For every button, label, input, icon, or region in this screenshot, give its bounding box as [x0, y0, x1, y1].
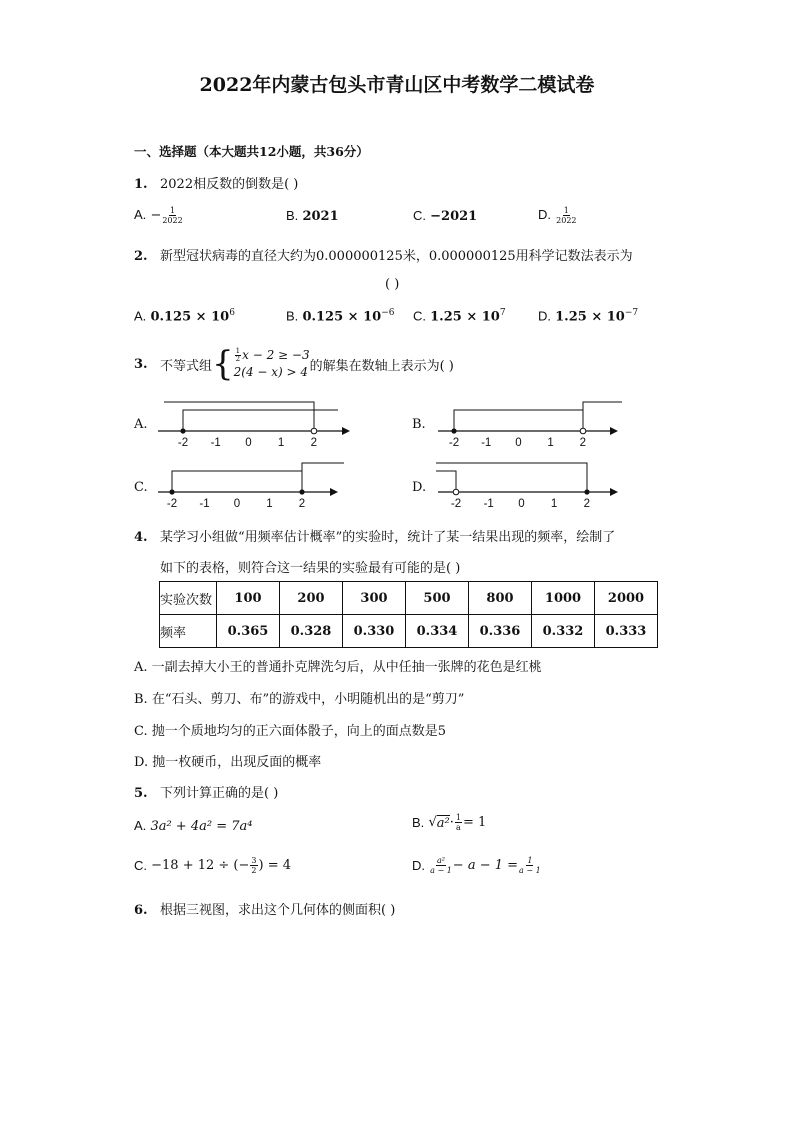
q4-option-d[interactable]: D. 抛一枚硬币，出现反面的概率 [134, 755, 322, 770]
numerator: 3 [251, 856, 257, 865]
question-4-line-2: 如下的表格，则符合这一结果的实验最有可能的是( ) [160, 561, 461, 576]
question-prefix: 不等式组 [160, 358, 213, 374]
solution-ray [302, 463, 344, 492]
fraction [430, 856, 452, 875]
inequality-1 [234, 347, 310, 364]
denominator: 2 [251, 866, 257, 875]
hollow-point [580, 428, 586, 434]
tick-label: 2 [298, 498, 306, 510]
question-text: 2022相反数的倒数是( ) [160, 177, 299, 192]
denominator: 2 [235, 355, 241, 363]
numerator: 1 [169, 206, 176, 215]
arrow-icon [330, 488, 338, 496]
q2-option-d[interactable] [538, 308, 638, 324]
solid-point [180, 428, 185, 433]
table-row [160, 582, 658, 615]
table-row [160, 615, 658, 648]
tick-label: -2 [177, 437, 189, 449]
section-heading: 一、选择题（本大题共12小题，共36分） [134, 144, 369, 159]
question-number: 6. [134, 903, 148, 918]
arrow-icon [342, 427, 350, 435]
option-label: C. [413, 308, 426, 324]
option-value: 0.125 × 10 [150, 309, 230, 325]
option-value: 2021 [302, 209, 339, 224]
option-label: C. [413, 208, 426, 223]
hollow-point [453, 489, 459, 495]
exponent: 7 [499, 308, 506, 318]
q2-option-a[interactable] [134, 308, 235, 324]
page-title: 2022年内蒙古包头市青山区中考数学二模试卷 [199, 74, 595, 96]
answer-paren: ( ) [385, 277, 400, 292]
table-cell: 1000 [532, 582, 595, 615]
exponent: −6 [381, 308, 395, 318]
question-1 [134, 173, 298, 192]
option-label: B. [286, 308, 299, 324]
q3-option-c-label[interactable]: C. [134, 480, 148, 495]
q5-option-d[interactable] [412, 856, 542, 875]
question-2 [134, 245, 633, 264]
tick-label: -2 [166, 498, 178, 510]
tick-label: -2 [450, 498, 462, 510]
q4-option-c[interactable]: C. 抛一个质地均匀的正六面体骰子，向上的面点数是5 [134, 724, 447, 739]
denominator: 2022 [556, 216, 577, 225]
q5-option-b[interactable] [412, 813, 486, 832]
solution-ray-upper [164, 402, 314, 431]
solid-point [299, 489, 304, 494]
question-3 [134, 344, 454, 384]
q4-option-b[interactable]: B. 在“石头、剪刀、布”的游戏中，小明随机出的是“剪刀” [134, 692, 465, 707]
table-cell: 500 [406, 582, 469, 615]
q1-option-c[interactable] [413, 208, 477, 224]
question-number: 3. [134, 356, 148, 372]
table-cell: 0.334 [406, 615, 469, 648]
dot-operator: · [449, 815, 454, 830]
fraction [250, 856, 257, 875]
numerator: 1 [455, 813, 461, 822]
numerator: 1 [235, 347, 241, 355]
number-line-b[interactable] [430, 395, 630, 455]
tick-label: 0 [233, 498, 241, 510]
radicand: a² [436, 815, 450, 831]
option-label: C. [134, 858, 147, 873]
solid-point [169, 489, 174, 494]
tick-label: 2 [583, 498, 590, 510]
table-cell: 2000 [595, 582, 658, 615]
option-label: A. [134, 818, 147, 833]
option-value: 1.25 × 10 [430, 309, 500, 325]
q5-option-c[interactable] [134, 856, 291, 875]
tick-label: -1 [210, 437, 221, 449]
option-label: B. [286, 208, 299, 223]
q3-option-b-label[interactable]: B. [412, 417, 426, 432]
solution-ray-left [436, 471, 456, 492]
q1-option-a[interactable] [134, 206, 184, 225]
solution-ray [583, 402, 622, 431]
solid-point [584, 489, 589, 494]
numerator: 1 [527, 856, 533, 865]
q3-option-a-label[interactable]: A. [134, 417, 148, 432]
tick-label: -1 [481, 437, 492, 449]
denominator: a − 1 [430, 866, 452, 875]
tick-label: 1 [547, 437, 554, 449]
arrow-icon [610, 427, 618, 435]
tick-label: -1 [199, 498, 210, 510]
option-label: B. [412, 815, 425, 830]
numerator: a² [436, 856, 445, 865]
table-cell: 0.333 [595, 615, 658, 648]
option-label: D. [412, 858, 425, 873]
solution-segment [454, 410, 583, 431]
option-label: A. [134, 308, 147, 324]
fraction [162, 206, 182, 225]
table-cell: 800 [469, 582, 532, 615]
frequency-table [159, 581, 658, 648]
tick-label: 0 [515, 437, 522, 449]
q3-option-d-label[interactable]: D. [412, 480, 427, 495]
question-text: 根据三视图，求出这个几何体的侧面积( ) [160, 903, 396, 918]
option-value: 0.125 × 10 [302, 309, 382, 325]
question-number: 1. [134, 177, 148, 192]
table-cell: 200 [280, 582, 343, 615]
q2-option-c[interactable] [413, 308, 506, 324]
expression-part: −18 + 12 ÷ (− [151, 858, 250, 873]
hollow-point [311, 428, 317, 434]
exponent: 6 [229, 308, 235, 318]
table-cell: 100 [217, 582, 280, 615]
option-value: −2021 [430, 209, 478, 224]
table-cell: 0.365 [217, 615, 280, 648]
tick-label: 0 [518, 498, 525, 510]
expression-part: − a − 1 = [452, 858, 519, 873]
question-number: 4. [134, 530, 148, 545]
solution-segment [172, 471, 302, 492]
question-text: 某学习小组做“用频率估计概率”的实验时，统计了某一结果出现的频率，绘制了 [160, 530, 616, 545]
tick-label: 1 [550, 498, 558, 510]
table-cell: 300 [343, 582, 406, 615]
option-value: = 1 [462, 815, 487, 830]
question-5 [134, 782, 278, 801]
question-text: 新型冠状病毒的直径大约为0.000000125米，0.000000125用科学记数法表示为 [160, 249, 633, 264]
question-number: 5. [134, 786, 148, 801]
option-label: D. [538, 207, 551, 222]
numerator: 1 [563, 206, 569, 215]
q2-option-b[interactable] [286, 308, 394, 324]
question-6 [134, 899, 395, 918]
tick-label: 1 [266, 498, 273, 510]
question-suffix: 的解集在数轴上表示为( ) [309, 358, 454, 374]
sqrt-icon: √ [428, 815, 437, 830]
tick-label: 2 [579, 437, 586, 449]
question-text: 下列计算正确的是( ) [160, 786, 279, 801]
q1-option-d[interactable] [538, 206, 578, 225]
solution-ray-upper [436, 463, 587, 492]
q5-option-a[interactable] [134, 818, 252, 834]
minus-sign: − [150, 208, 162, 223]
q4-option-a[interactable]: A. 一副去掉大小王的普通扑克牌洗匀后，从中任抽一张牌的花色是红桃 [134, 660, 542, 675]
table-cell: 0.332 [532, 615, 595, 648]
tick-label: -1 [483, 498, 494, 510]
table-cell: 0.336 [469, 615, 532, 648]
solid-point [451, 428, 456, 433]
inequality-2: 2(4 − x) > 4 [233, 365, 309, 379]
option-value: 1.25 × 10 [555, 309, 625, 325]
tick-label: 0 [245, 437, 252, 449]
exponent: −7 [624, 308, 639, 318]
fraction [556, 206, 576, 225]
inequality-text: x − 2 ≥ −3 [242, 348, 310, 362]
question-number: 2. [134, 249, 148, 264]
tick-label: 1 [277, 437, 285, 449]
fraction [455, 813, 462, 832]
arrow-icon [610, 488, 618, 496]
table-cell: 0.328 [280, 615, 343, 648]
tick-label: 2 [310, 437, 317, 449]
option-label: D. [538, 308, 551, 324]
question-4 [134, 526, 615, 545]
inequality-system [234, 347, 310, 381]
row-header: 频率 [160, 615, 217, 648]
tick-label: -2 [448, 437, 460, 449]
option-label: A. [134, 207, 147, 222]
fraction [519, 856, 541, 875]
denominator: 2022 [162, 216, 183, 225]
number-line-c[interactable] [150, 456, 350, 516]
denominator: a − 1 [519, 866, 541, 875]
denominator: a [456, 823, 461, 832]
row-header: 实验次数 [160, 582, 217, 615]
option-value: 3a² + 4a² = 7a⁴ [150, 819, 253, 834]
brace-icon: { [212, 344, 234, 384]
table-cell: 0.330 [343, 615, 406, 648]
q1-option-b[interactable] [286, 208, 339, 224]
expression-part: ) = 4 [258, 858, 291, 873]
